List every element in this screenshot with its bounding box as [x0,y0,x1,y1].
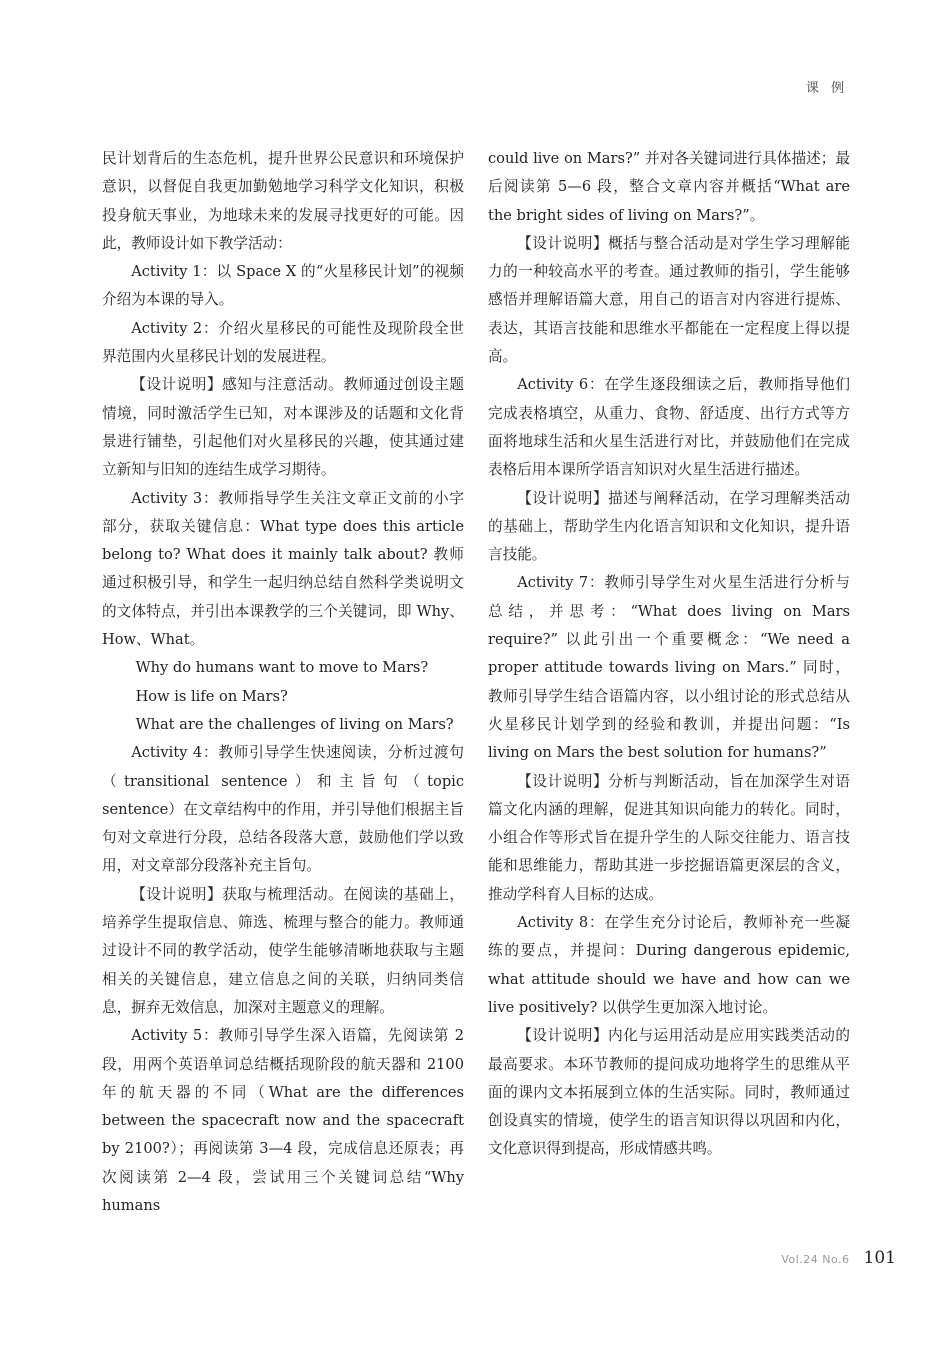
paragraph: Activity 2：介绍火星移民的可能性及现阶段全世界范围内火星移民计划的发展进程。 [102,319,464,366]
paragraph: 【设计说明】描述与阐释活动，在学习理解类活动的基础上，帮助学生内化语言知识和文化知识，提升语言技能。 [488,489,850,564]
paragraph: could live on Mars?” 并对各关键词进行具体描述；最后阅读第 5—6 段，整合文章内容并概括“What are the bright sides of living on Mars?”。 [488,150,850,224]
key-question: How is life on Mars? [135,687,288,705]
key-question: Why do humans want to move to Mars? [135,659,429,677]
paragraph: Activity 1：以 Space X 的“火星移民计划”的视频介绍为本课的导入。 [102,263,464,309]
volume-label: Vol.24 No.6 [781,1253,850,1266]
paragraph: 民计划背后的生态危机，提升世界公民意识和环境保护意识，以督促自我更加勤勉地学习科学文化知识，积极投身航天事业，为地球未来的发展寻找更好的可能。因此，教师设计如下教学活动： [102,150,464,252]
paragraph: Activity 5：教师引导学生深入语篇，先阅读第 2 段，用两个英语单词总结概括现阶段的航天器和 2100 年的航天器的不同（What are the differences between the spacecraft now and the spacecraft by 2100?）；再阅读第 3—4 段，完成信息还原表；再次阅读第 2—4 段，尝试用三个关键词总结“Why humans [102,1027,464,1214]
paragraph: 【设计说明】分析与判断活动，旨在加深学生对语篇文化内涵的理解，促进其知识向能力的转化。同时，小组合作等形式旨在提升学生的人际交往能力、语言技能和思维能力，帮助其进一步挖掘语篇更深层的含义，推动学科育人目标的达成。 [488,772,850,903]
paragraph: 【设计说明】获取与梳理活动。在阅读的基础上，培养学生提取信息、筛选、梳理与整合的能力。教师通过设计不同的教学活动，使学生能够清晰地获取与主题相关的关键信息，建立信息之间的关联，归纳同类信息，摒弃无效信息，加深对主题意义的理解。 [102,885,464,1016]
section-header: 课 例 [805,81,848,96]
paragraph: Activity 6：在学生逐段细读之后，教师指导他们完成表格填空，从重力、食物、舒适度、出行方式等方面将地球生活和火星生活进行对比，并鼓励他们在完成表格后用本课所学语言知识对火星生活进行描述。 [488,376,850,479]
paragraph: 【设计说明】内化与运用活动是应用实践类活动的最高要求。本环节教师的提问成功地将学生的思维从平面的课内文本拓展到立体的生活实际。同时，教师通过创设真实的情境，使学生的语言知识得以巩固和内化，文化意识得到提高，形成情感共鸣。 [488,1027,850,1158]
paragraph: 【设计说明】概括与整合活动是对学生学习理解能力的一种较高水平的考查。通过教师的指引，学生能够感悟并理解语篇大意，用自己的语言对内容进行提炼、表达，其语言技能和思维水平都能在一定程度上得以提高。 [488,234,850,366]
key-question: What are the challenges of living on Mars? [135,715,454,733]
paragraph: Activity 7：教师引导学生对火星生活进行分析与总结，并思考：“What does living on Mars require?” 以此引出一个重要概念：“We need a proper attitude towards living on Mars.” 同时，教师引导学生结合语篇内容，以小组讨论的形式总结从火星移民计划学到的经验和教训，并提出问题：“Is living on Mars the best solution for humans?” [488,574,850,762]
right-column [488,145,850,1164]
paragraph: Activity 8：在学生充分讨论后，教师补充一些凝练的要点，并提问：During dangerous epidemic, what attitude should we have and how can we live positively? 以供学生更加深入地讨论。 [488,914,850,1016]
paragraph: 【设计说明】感知与注意活动。教师通过创设主题情境，同时激活学生已知，对本课涉及的话题和文化背景进行铺垫，引起他们对火星移民的兴趣，使其通过建立新知与旧知的连结生成学习期待。 [102,376,464,479]
paragraph: Activity 3：教师指导学生关注文章正文前的小字部分，获取关键信息：What type does this article belong to? What does it mainly talk about? 教师通过积极引导，和学生一起归纳总结自然科学类说明文的文体特点，并引出本课教学的三个关键词，即 Why、How、What。 [102,489,464,649]
paragraph: Activity 4：教师引导学生快速阅读，分析过渡句（transitional sentence）和主旨句（topic sentence）在文章结构中的作用，并引导他们根据主旨句对文章进行分段，总结各段落大意，鼓励他们学以致用，对文章部分段落补充主旨句。 [102,744,464,875]
page-footer [781,1248,896,1268]
page-number: 101 [863,1248,896,1268]
left-column [102,145,464,1220]
